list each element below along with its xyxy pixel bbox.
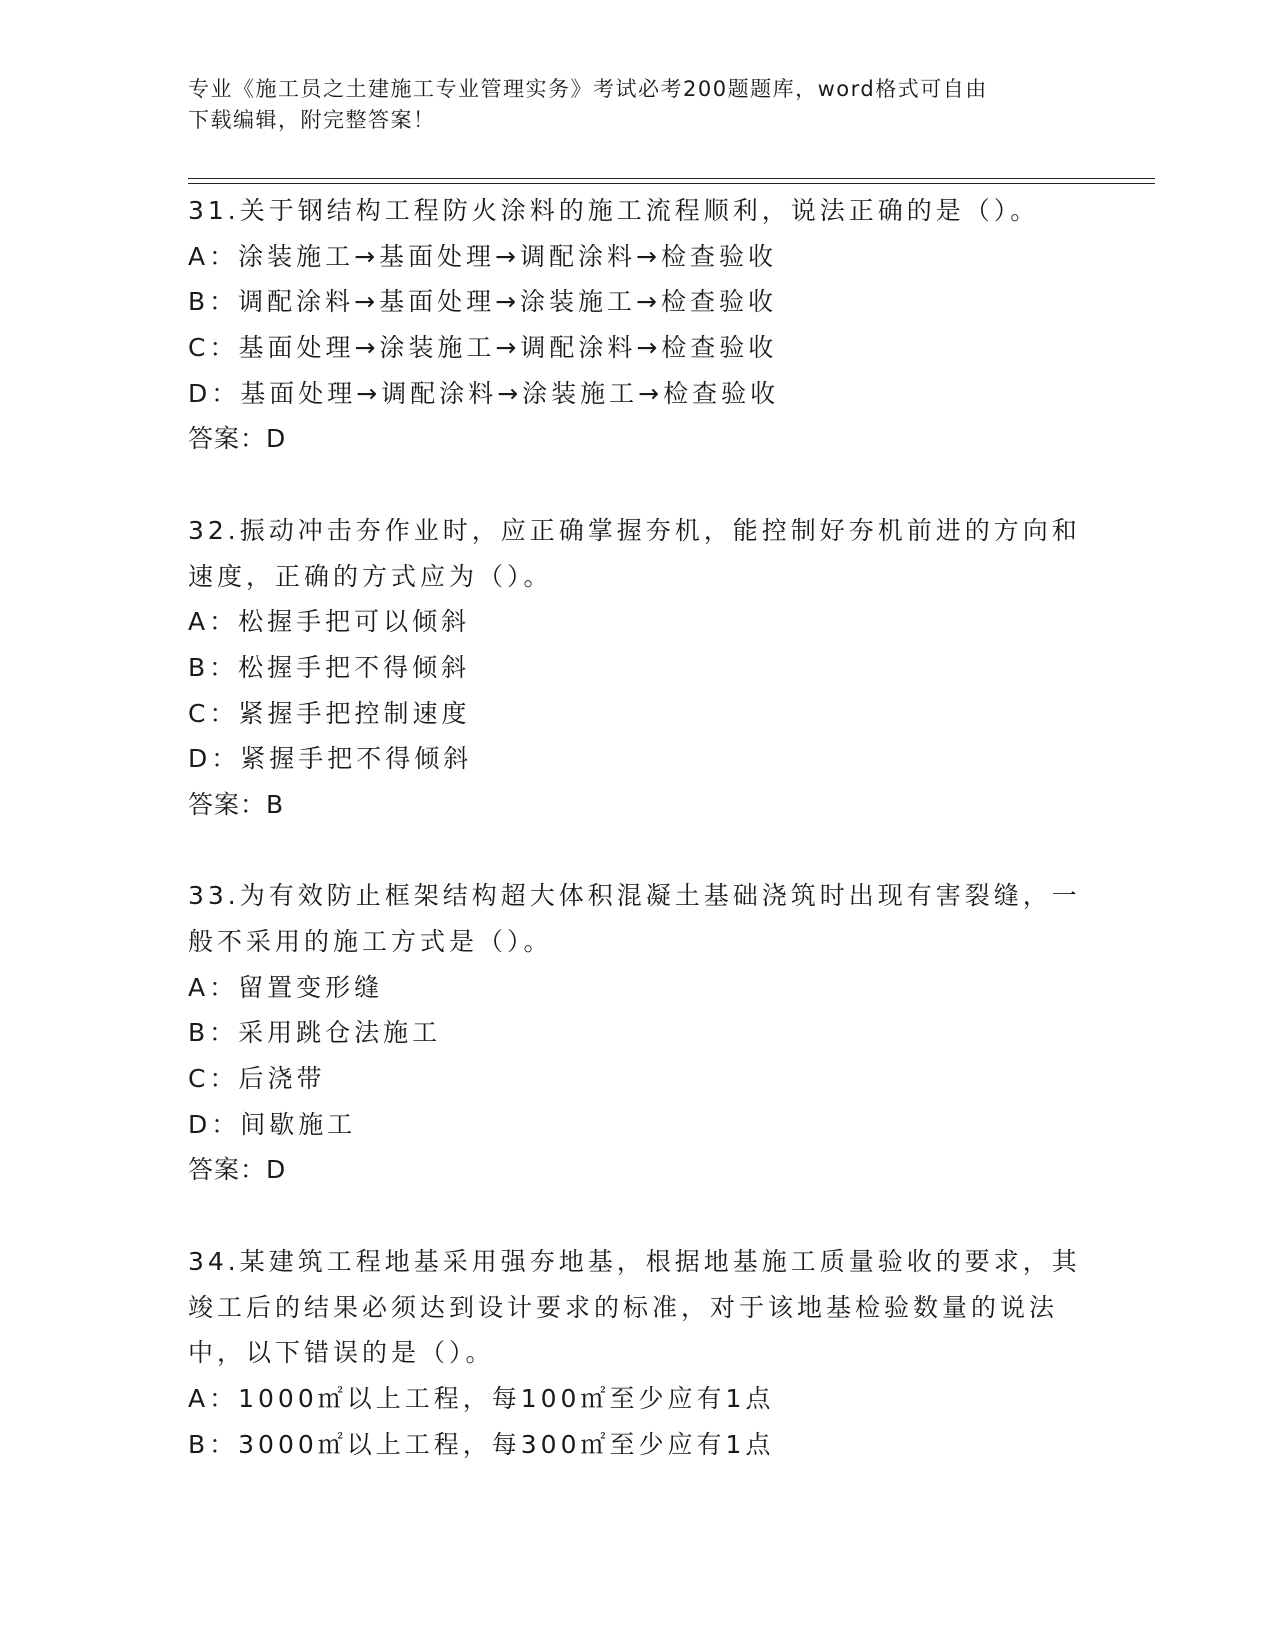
question-block: [188, 873, 1108, 1193]
option-b: B：调配涂料→基面处理→涂装施工→检查验收: [188, 287, 777, 317]
option-a: A：1000㎡以上工程，每100㎡至少应有1点: [188, 1383, 775, 1413]
option-c: C：基面处理→涂装施工→调配涂料→检查验收: [188, 333, 778, 363]
header-line: 专业《施工员之土建施工专业管理实务》考试必考200题题库，word格式可自由: [188, 77, 988, 101]
header-divider: [188, 178, 1155, 179]
option-c: C：紧握手把控制速度: [188, 698, 471, 728]
question-block: [188, 188, 1108, 462]
option-a: A：涂装施工→基面处理→调配涂料→检查验收: [188, 241, 777, 271]
question-text: 速度，正确的方式应为（）。: [188, 561, 553, 591]
option-b: B：松握手把不得倾斜: [188, 652, 471, 682]
question-text: 32.振动冲击夯作业时，应正确掌握夯机，能控制好夯机前进的方向和: [188, 515, 1081, 545]
question-text: 34.某建筑工程地基采用强夯地基，根据地基施工质量验收的要求，其: [188, 1246, 1081, 1276]
option-a: A：松握手把可以倾斜: [188, 607, 471, 637]
answer-text: 答案：B: [188, 789, 285, 819]
option-b: B：3000㎡以上工程，每300㎡至少应有1点: [188, 1429, 775, 1459]
option-d: D：紧握手把不得倾斜: [188, 744, 473, 774]
question-text: 竣工后的结果必须达到设计要求的标准，对于该地基检验数量的说法: [188, 1292, 1059, 1322]
option-c: C：后浇带: [188, 1064, 326, 1094]
question-list: [188, 186, 1108, 1467]
option-b: B：采用跳仓法施工: [188, 1018, 442, 1048]
answer-text: 答案：D: [188, 1155, 287, 1185]
question-text: 般不采用的施工方式是（）。: [188, 927, 553, 956]
question-block: [188, 1239, 1108, 1467]
header-divider: [188, 183, 1155, 184]
answer-text: 答案：D: [188, 424, 287, 454]
question-block: [188, 508, 1108, 828]
question-text: 33.为有效防止框架结构超大体积混凝土基础浇筑时出现有害裂缝，一: [188, 881, 1081, 911]
option-a: A：留置变形缝: [188, 972, 384, 1002]
option-d: D：间歇施工: [188, 1109, 357, 1139]
header-line: 下载编辑，附完整答案！: [188, 108, 436, 132]
question-text: 中，以下错误的是（）。: [188, 1338, 495, 1368]
document-header: [188, 74, 1088, 136]
question-text: 31.关于钢结构工程防火涂料的施工流程顺利，说法正确的是（）。: [188, 196, 1040, 225]
option-d: D：基面处理→调配涂料→涂装施工→检查验收: [188, 378, 780, 408]
